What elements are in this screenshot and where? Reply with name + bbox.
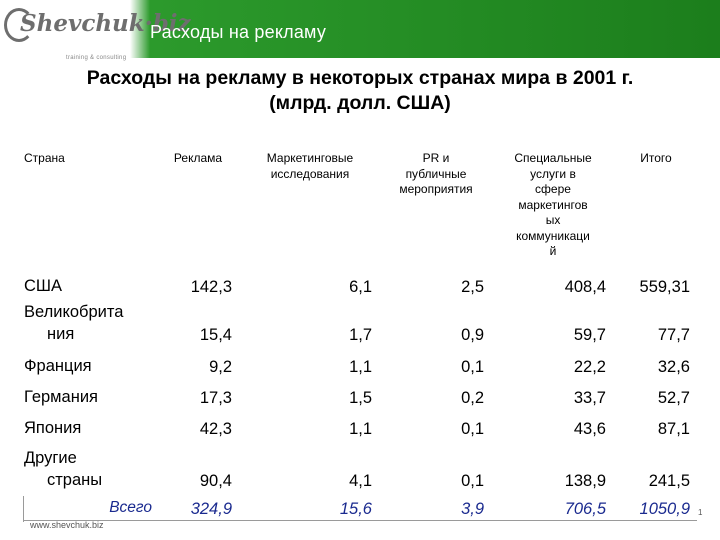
- cell-total: 77,7: [657, 326, 690, 344]
- col-header-total: Итого: [640, 151, 672, 165]
- cell-ads: 90,4: [199, 472, 232, 490]
- cell-marketing-research: 1,5: [349, 389, 372, 407]
- page-title: [0, 66, 720, 116]
- cell-marketing-research: 1,1: [349, 358, 372, 376]
- table-total-row: [22, 493, 698, 521]
- cell-special-services: 33,7: [573, 389, 606, 407]
- cell-ads: 324,9: [190, 500, 232, 518]
- header-bar: [0, 0, 720, 61]
- cell-pr: 0,1: [461, 420, 484, 438]
- cell-ads: 15,4: [199, 326, 232, 344]
- cell-pr: 0,1: [461, 472, 484, 490]
- cell-total: 32,6: [657, 358, 690, 376]
- col-header-special-services: Специальные услуги в сфере маркетингов ых коммуникаци й: [514, 151, 592, 258]
- cell-pr: 0,9: [461, 326, 484, 344]
- cell-country: Германия: [24, 388, 98, 406]
- cell-pr: 2,5: [461, 278, 484, 296]
- cell-special-services: 22,2: [573, 358, 606, 376]
- cell-ads: 42,3: [199, 420, 232, 438]
- cell-special-services: 706,5: [564, 500, 606, 518]
- cell-pr: 0,2: [461, 389, 484, 407]
- title-line-2: (млрд. долл. США): [269, 92, 451, 114]
- col-header-pr: PR и публичные мероприятия: [399, 151, 473, 196]
- cell-special-services: 59,7: [573, 326, 606, 344]
- table-row: [22, 441, 698, 493]
- cell-country: Франция: [24, 357, 92, 375]
- cell-marketing-research: 1,7: [349, 326, 372, 344]
- table-row: [22, 347, 698, 379]
- footer-horizontal-divider: [23, 520, 697, 521]
- cell-pr: 0,1: [461, 358, 484, 376]
- ad-spend-table: [22, 147, 698, 521]
- logo-subtitle: training & consulting: [66, 55, 127, 61]
- cell-marketing-research: 6,1: [349, 278, 372, 296]
- cell-total: 241,5: [648, 472, 690, 490]
- cell-marketing-research: 1,1: [349, 420, 372, 438]
- page-number: 1: [698, 508, 703, 517]
- cell-special-services: 138,9: [564, 472, 606, 490]
- footer-vertical-divider: [23, 496, 24, 522]
- table-row: [22, 299, 698, 347]
- footer-url: www.shevchuk.biz: [30, 520, 104, 530]
- cell-total: 559,31: [639, 278, 690, 296]
- cell-special-services: 43,6: [573, 420, 606, 438]
- col-header-ads: Реклама: [173, 151, 223, 165]
- cell-total: 87,1: [657, 420, 690, 438]
- cell-total-label: Всего: [109, 499, 152, 516]
- cell-marketing-research: 4,1: [349, 472, 372, 490]
- table-header-row: [22, 147, 698, 269]
- col-header-country: Страна: [24, 151, 65, 165]
- table-row: [22, 410, 698, 441]
- cell-total: 52,7: [657, 389, 690, 407]
- cell-marketing-research: 15,6: [339, 500, 372, 518]
- cell-special-services: 408,4: [564, 278, 606, 296]
- cell-country: Япония: [24, 419, 82, 437]
- brand-logo: [4, 4, 191, 61]
- table-row: [22, 269, 698, 299]
- cell-ads: 17,3: [199, 389, 232, 407]
- title-line-1: Расходы на рекламу в некоторых странах мира в 2001 г.: [86, 67, 634, 89]
- table-row: [22, 379, 698, 410]
- cell-pr: 3,9: [461, 500, 484, 518]
- slide-header-title: Расходы на рекламу: [150, 22, 327, 42]
- cell-country: Великобрита ния: [24, 303, 124, 343]
- col-header-marketing-research: Маркетинговые исследования: [266, 151, 354, 181]
- cell-ads: 142,3: [190, 278, 232, 296]
- cell-country: Другие страны: [24, 449, 103, 489]
- cell-total: 1050,9: [639, 500, 690, 518]
- cell-country: США: [24, 277, 63, 295]
- cell-ads: 9,2: [209, 358, 232, 376]
- logo-text: Shevchuk·biz: [20, 10, 191, 37]
